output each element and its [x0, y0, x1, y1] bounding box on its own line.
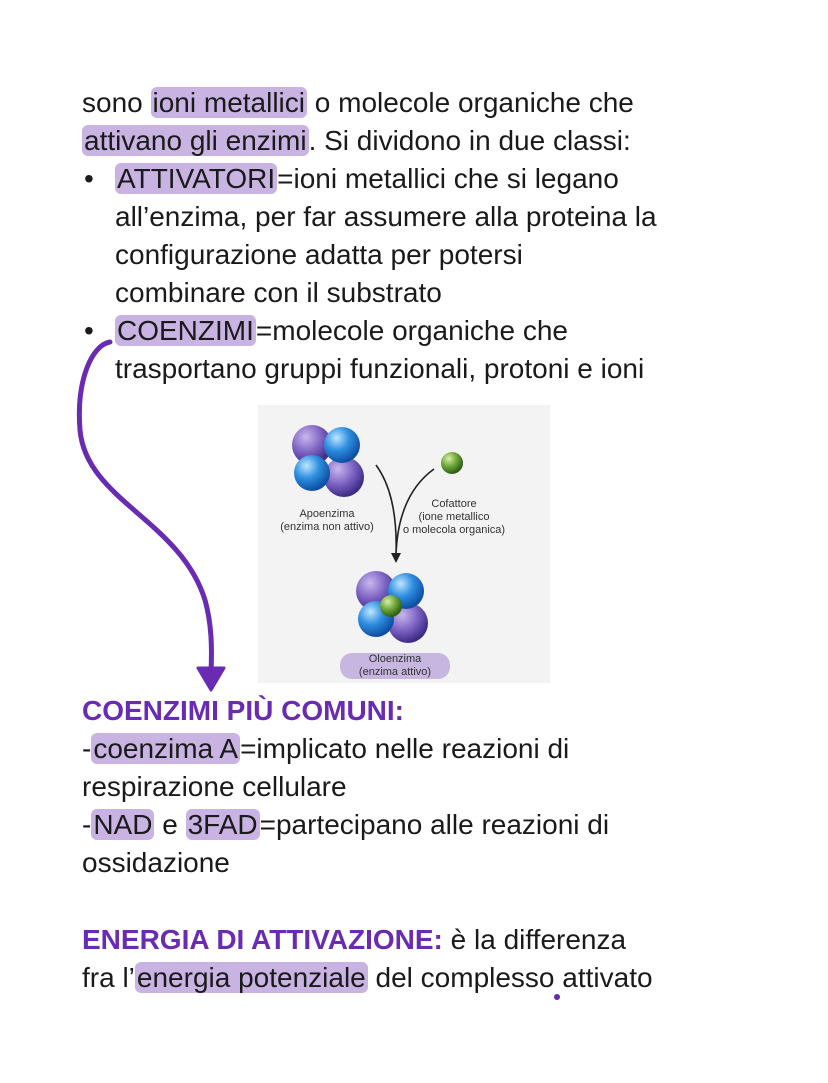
cofattore-subtitle-1: (ione metallico	[418, 511, 490, 523]
nad-fad-line	[82, 806, 609, 844]
nad-fad-text: e	[154, 809, 186, 840]
highlight-nad: NAD	[93, 809, 153, 840]
apoenzima-title: Apoenzima	[299, 508, 355, 520]
bullet-dot: •	[84, 163, 94, 194]
cofattore-title: Cofattore	[431, 498, 477, 510]
intro-text: sono	[82, 87, 151, 118]
apoenzima-subtitle: (enzima non attivo)	[280, 521, 374, 533]
highlight-attivatori: ATTIVATORI	[117, 163, 276, 194]
oloenzima-subtitle: (enzima attivo)	[358, 666, 432, 678]
dash: -	[82, 733, 92, 764]
attivatori-line-4: combinare con il substrato	[115, 277, 442, 308]
attivatori-line-2: all’enzima, per far assumere alla proteina la	[115, 201, 657, 232]
cofattore-subtitle-2: o molecola organica)	[402, 524, 506, 536]
coenzimi-text: =molecole organiche che	[255, 315, 568, 346]
highlight-3fad: 3FAD	[187, 809, 258, 840]
nad-fad-text: =partecipano alle reazioni di	[259, 809, 610, 840]
coenzima-a-line	[82, 730, 569, 768]
highlight-coenzimi: COENZIMI	[117, 315, 254, 346]
coenzimi-line-2: trasportano gruppi funzionali, protoni e ioni	[115, 353, 645, 384]
intro-text: . Si dividono in due classi:	[308, 125, 631, 156]
attivatori-text: =ioni metallici che si legano	[277, 163, 619, 194]
dash: -	[82, 809, 92, 840]
coenzima-a-line-2: respirazione cellulare	[82, 771, 347, 802]
highlight-energia-potenziale: energia potenziale	[136, 962, 366, 993]
bullet-dot: •	[84, 315, 94, 346]
energia-line-1	[82, 921, 626, 959]
energia-text: fra l’	[82, 962, 135, 993]
highlight-attivano-enzimi: attivano gli enzimi	[84, 125, 307, 156]
coenzimi-comuni-heading: COENZIMI PIÙ COMUNI:	[82, 695, 404, 726]
energia-heading: ENERGIA DI ATTIVAZIONE:	[82, 924, 443, 955]
intro-text: o molecole organiche che	[307, 87, 634, 118]
attivatori-line-3: configurazione adatta per potersi	[115, 239, 523, 270]
highlight-coenzima-a: coenzima A	[93, 733, 239, 764]
nad-fad-line-2: ossidazione	[82, 847, 230, 878]
energia-text: del complesso attivato	[367, 962, 653, 993]
oloenzima-title: Oloenzima	[368, 653, 422, 665]
highlight-ioni-metallici: ioni metallici	[152, 87, 305, 118]
coenzima-a-text: =implicato nelle reazioni di	[240, 733, 570, 764]
energia-text: è la differenza	[442, 924, 627, 955]
energia-line-2	[82, 959, 653, 997]
